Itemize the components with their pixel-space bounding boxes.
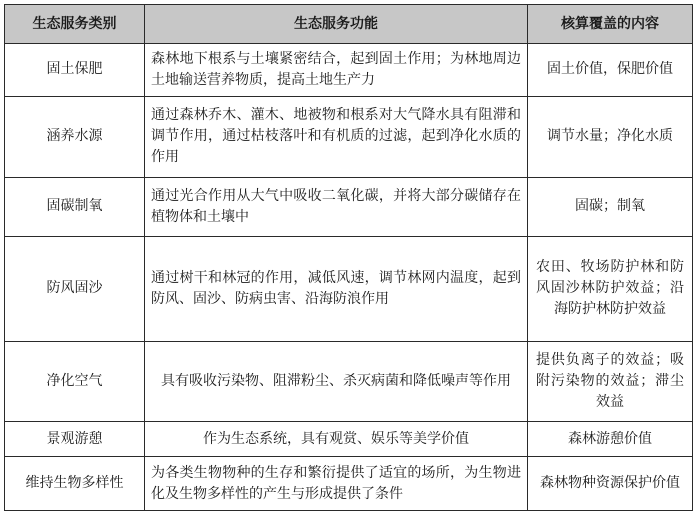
function-cell: 通过光合作用从大气中吸收二氧化碳，并将大部分碳储存在植物体和土壤中 [145,177,528,236]
category-cell: 固土保肥 [5,44,145,97]
function-cell: 作为生态系统，具有观赏、娱乐等美学价值 [145,421,528,456]
category-cell: 维持生物多样性 [5,457,145,511]
function-cell: 具有吸收污染物、阻滞粉尘、杀灭病菌和降低噪声等作用 [145,342,528,422]
table-row [5,457,693,511]
coverage-cell: 固碳；制氧 [528,177,693,236]
table-header-row [5,5,693,44]
coverage-cell: 农田、牧场防护林和防风固沙林防护效益；沿海防护林防护效益 [528,236,693,342]
coverage-cell: 提供负离子的效益；吸附污染物的效益；滞尘效益 [528,342,693,422]
category-cell: 防风固沙 [5,236,145,342]
function-cell: 为各类生物物种的生存和繁衍提供了适宜的场所，为生物进化及生物多样性的产生与形成提供了条件 [145,457,528,511]
header-category: 生态服务类别 [5,5,145,44]
coverage-cell: 调节水量；净化水质 [528,96,693,177]
table-row [5,177,693,236]
category-cell: 固碳制氧 [5,177,145,236]
table-row [5,342,693,422]
table-row [5,236,693,342]
coverage-cell: 森林游憩价值 [528,421,693,456]
table-row [5,96,693,177]
function-cell: 森林地下根系与土壤紧密结合，起到固土作用；为林地周边土地输送营养物质，提高土地生产力 [145,44,528,97]
function-cell: 通过森林乔木、灌木、地被物和根系对大气降水具有阻滞和调节作用，通过枯枝落叶和有机质的过滤，起到净化水质的作用 [145,96,528,177]
category-cell: 景观游憩 [5,421,145,456]
category-cell: 涵养水源 [5,96,145,177]
table-row [5,421,693,456]
category-cell: 净化空气 [5,342,145,422]
table-row [5,44,693,97]
function-cell: 通过树干和林冠的作用，减低风速，调节林网内温度，起到防风、固沙、防病虫害、沿海防浪作用 [145,236,528,342]
ecosystem-services-table [4,4,693,511]
coverage-cell: 固土价值，保肥价值 [528,44,693,97]
header-function: 生态服务功能 [145,5,528,44]
header-coverage: 核算覆盖的内容 [528,5,693,44]
coverage-cell: 森林物种资源保护价值 [528,457,693,511]
